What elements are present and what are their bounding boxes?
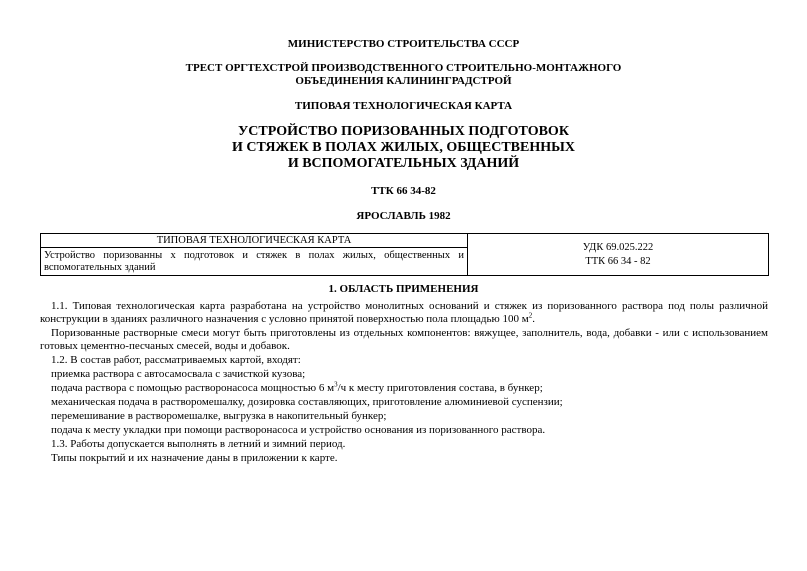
doc-title-line2: И СТЯЖЕК В ПОЛАХ ЖИЛЫХ, ОБЩЕСТВЕННЫХ xyxy=(232,140,575,155)
list-item-laying: подача к месту укладки при помощи растворонасоса и устройство основания из поризованного раствора. xyxy=(51,424,546,436)
city-year: ЯРОСЛАВЛЬ 1982 xyxy=(356,210,451,222)
list-item-pumping: подача раствора с помощью растворонасоса мощностью 6 $м^3/ч$ к месту приготовления состава, в бункер; xyxy=(51,380,543,394)
list-item-mixing: перемешивание в растворомешалке, выгрузка в накопительный бункер; xyxy=(51,410,387,422)
card-description-cell xyxy=(41,248,468,276)
card-table xyxy=(40,233,769,276)
ttk-code: ТТК 66 34 - 82 xyxy=(585,255,651,267)
card-description-line2: вспомогательных зданий xyxy=(44,261,156,273)
paragraph-1-2: 1.2. В состав работ, рассматриваемых картой, входят: xyxy=(51,354,301,366)
card-title-cell: ТИПОВАЯ ТЕХНОЛОГИЧЕСКАЯ КАРТА xyxy=(41,234,468,248)
paragraph-mixtures: Поризованные растворные смеси могут быть приготовлены из отдельных компонентов: вяжущее, заполнитель, вода, добавки - или с использованием готовых цементно-песчаных смесей, воды и добавок. xyxy=(40,327,768,352)
section-body xyxy=(40,300,768,466)
trust-heading-line1: ТРЕСТ ОРГТЕХСТРОЙ ПРОИЗВОДСТВЕННОГО СТРОИТЕЛЬНО-МОНТАЖНОГО xyxy=(185,62,622,74)
list-item-receiving: приемка раствора с автосамосвала с зачисткой кузова; xyxy=(51,368,306,380)
doc-title-line3: И ВСПОМОГАТЕЛЬНЫХ ЗДАНИЙ xyxy=(287,156,520,171)
list-item-feeding: механическая подача в растворомешалку, дозировка составляющих, приготовление алюминиевой суспензии; xyxy=(51,396,563,408)
paragraph-1-1: 1.1. Типовая технологическая карта разработана на устройство монолитных оснований и стяжек из поризованного раствора под полы различной конструкции в зданиях различного назначения с условно принятой поверхностью пола площадью 100 $м^2$. xyxy=(40,300,768,325)
doc-title-line1: УСТРОЙСТВО ПОРИЗОВАННЫХ ПОДГОТОВОК xyxy=(238,124,569,139)
ministry-heading: МИНИСТЕРСТВО СТРОИТЕЛЬСТВА СССР xyxy=(287,38,520,50)
card-codes-cell xyxy=(468,234,769,276)
section-heading: 1. ОБЛАСТЬ ПРИМЕНЕНИЯ xyxy=(328,283,479,295)
card-description-line1: Устройство поризованны х подготовок и стяжек в полах жилых, общественных и xyxy=(44,249,464,261)
trust-heading-line2: ОБЪЕДИНЕНИЯ КАЛИНИНГРАДСТРОЙ xyxy=(295,75,512,87)
doc-type-heading: ТИПОВАЯ ТЕХНОЛОГИЧЕСКАЯ КАРТА xyxy=(294,100,513,112)
doc-code: ТТК 66 34-82 xyxy=(371,185,436,197)
udk-code: УДК 69.025.222 xyxy=(582,241,654,253)
paragraph-coating-types: Типы покрытий и их назначение даны в приложении к карте. xyxy=(51,452,338,464)
paragraph-1-3: 1.3. Работы допускается выполнять в летний и зимний период. xyxy=(51,438,346,450)
